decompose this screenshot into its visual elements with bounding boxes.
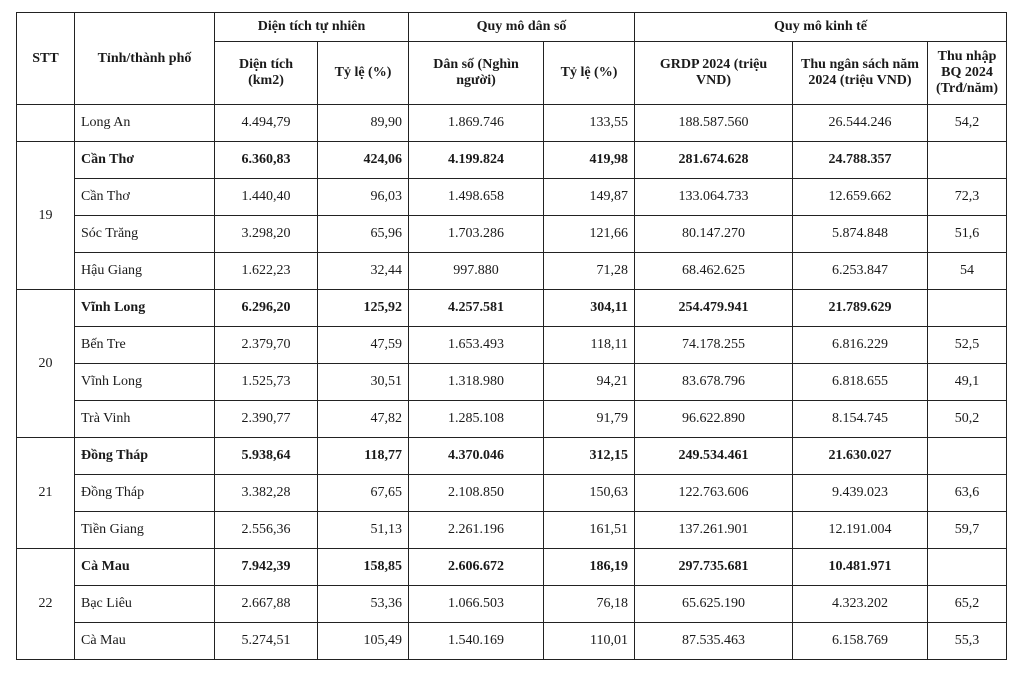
cell-area-ratio: 47,82 <box>318 401 409 438</box>
cell-area-ratio: 53,36 <box>318 586 409 623</box>
cell-population: 1.869.746 <box>409 105 544 142</box>
cell-grdp: 96.622.890 <box>635 401 793 438</box>
table-row <box>17 623 1007 660</box>
cell-grdp: 281.674.628 <box>635 142 793 179</box>
cell-province: Hậu Giang <box>75 253 215 290</box>
cell-area: 1.622,23 <box>215 253 318 290</box>
table-row <box>17 586 1007 623</box>
cell-province: Bến Tre <box>75 327 215 364</box>
cell-area-ratio: 96,03 <box>318 179 409 216</box>
cell-area-ratio: 89,90 <box>318 105 409 142</box>
cell-population: 2.261.196 <box>409 512 544 549</box>
cell-population-ratio: 94,21 <box>544 364 635 401</box>
header-income: Thu nhập BQ 2024 (Trđ/năm) <box>928 42 1007 105</box>
cell-stt: 19 <box>17 142 75 290</box>
cell-area: 5.274,51 <box>215 623 318 660</box>
table-row <box>17 179 1007 216</box>
cell-population: 997.880 <box>409 253 544 290</box>
cell-population-ratio: 121,66 <box>544 216 635 253</box>
cell-province: Trà Vinh <box>75 401 215 438</box>
cell-population-ratio: 133,55 <box>544 105 635 142</box>
cell-province: Cần Thơ <box>75 179 215 216</box>
cell-grdp: 297.735.681 <box>635 549 793 586</box>
cell-budget: 6.253.847 <box>793 253 928 290</box>
cell-population-ratio: 118,11 <box>544 327 635 364</box>
cell-population-ratio: 186,19 <box>544 549 635 586</box>
header-population-group: Quy mô dân số <box>409 13 635 42</box>
cell-stt <box>17 105 75 142</box>
table-row <box>17 253 1007 290</box>
cell-income: 72,3 <box>928 179 1007 216</box>
cell-budget: 21.789.629 <box>793 290 928 327</box>
cell-population: 1.540.169 <box>409 623 544 660</box>
cell-grdp: 122.763.606 <box>635 475 793 512</box>
cell-area-ratio: 105,49 <box>318 623 409 660</box>
cell-province: Cà Mau <box>75 623 215 660</box>
cell-budget: 26.544.246 <box>793 105 928 142</box>
header-area-group: Diện tích tự nhiên <box>215 13 409 42</box>
cell-population-ratio: 91,79 <box>544 401 635 438</box>
table-row <box>17 142 1007 179</box>
province-statistics-table <box>16 12 1007 660</box>
cell-population: 2.606.672 <box>409 549 544 586</box>
table-row <box>17 549 1007 586</box>
cell-population-ratio: 150,63 <box>544 475 635 512</box>
cell-population-ratio: 419,98 <box>544 142 635 179</box>
cell-area: 2.667,88 <box>215 586 318 623</box>
cell-budget: 12.191.004 <box>793 512 928 549</box>
cell-income: 54 <box>928 253 1007 290</box>
cell-population-ratio: 110,01 <box>544 623 635 660</box>
cell-population: 2.108.850 <box>409 475 544 512</box>
cell-income <box>928 290 1007 327</box>
table-row <box>17 290 1007 327</box>
cell-area: 4.494,79 <box>215 105 318 142</box>
table-row <box>17 364 1007 401</box>
cell-grdp: 65.625.190 <box>635 586 793 623</box>
table-body <box>17 105 1007 660</box>
cell-grdp: 74.178.255 <box>635 327 793 364</box>
cell-income: 54,2 <box>928 105 1007 142</box>
header-grdp: GRDP 2024 (triệu VND) <box>635 42 793 105</box>
cell-population-ratio: 76,18 <box>544 586 635 623</box>
header-economy-group: Quy mô kinh tế <box>635 13 1007 42</box>
cell-population: 4.199.824 <box>409 142 544 179</box>
header-stt: STT <box>17 13 75 105</box>
header-area-ratio: Tỷ lệ (%) <box>318 42 409 105</box>
cell-grdp: 68.462.625 <box>635 253 793 290</box>
cell-area: 1.525,73 <box>215 364 318 401</box>
cell-stt: 22 <box>17 549 75 660</box>
cell-income <box>928 438 1007 475</box>
cell-population: 1.066.503 <box>409 586 544 623</box>
cell-population-ratio: 161,51 <box>544 512 635 549</box>
cell-area: 1.440,40 <box>215 179 318 216</box>
table-row <box>17 105 1007 142</box>
cell-budget: 6.816.229 <box>793 327 928 364</box>
cell-area-ratio: 67,65 <box>318 475 409 512</box>
cell-province: Bạc Liêu <box>75 586 215 623</box>
cell-province: Vĩnh Long <box>75 290 215 327</box>
cell-budget: 10.481.971 <box>793 549 928 586</box>
header-area: Diện tích (km2) <box>215 42 318 105</box>
cell-income <box>928 549 1007 586</box>
cell-area-ratio: 51,13 <box>318 512 409 549</box>
cell-grdp: 249.534.461 <box>635 438 793 475</box>
cell-area: 3.382,28 <box>215 475 318 512</box>
cell-area: 3.298,20 <box>215 216 318 253</box>
cell-area-ratio: 30,51 <box>318 364 409 401</box>
cell-grdp: 80.147.270 <box>635 216 793 253</box>
cell-province: Tiền Giang <box>75 512 215 549</box>
cell-income: 52,5 <box>928 327 1007 364</box>
cell-population: 1.653.493 <box>409 327 544 364</box>
cell-area-ratio: 47,59 <box>318 327 409 364</box>
cell-population: 1.703.286 <box>409 216 544 253</box>
cell-grdp: 188.587.560 <box>635 105 793 142</box>
cell-province: Đồng Tháp <box>75 475 215 512</box>
cell-province: Cần Thơ <box>75 142 215 179</box>
cell-area-ratio: 32,44 <box>318 253 409 290</box>
cell-budget: 8.154.745 <box>793 401 928 438</box>
cell-population: 1.498.658 <box>409 179 544 216</box>
cell-budget: 6.818.655 <box>793 364 928 401</box>
cell-area: 2.556,36 <box>215 512 318 549</box>
cell-population-ratio: 304,11 <box>544 290 635 327</box>
cell-province: Cà Mau <box>75 549 215 586</box>
cell-budget: 21.630.027 <box>793 438 928 475</box>
cell-budget: 4.323.202 <box>793 586 928 623</box>
cell-area: 7.942,39 <box>215 549 318 586</box>
cell-budget: 9.439.023 <box>793 475 928 512</box>
cell-budget: 24.788.357 <box>793 142 928 179</box>
table-row <box>17 216 1007 253</box>
cell-population: 4.370.046 <box>409 438 544 475</box>
table-row <box>17 475 1007 512</box>
cell-income: 65,2 <box>928 586 1007 623</box>
cell-income: 63,6 <box>928 475 1007 512</box>
header-budget: Thu ngân sách năm 2024 (triệu VND) <box>793 42 928 105</box>
cell-area: 6.360,83 <box>215 142 318 179</box>
cell-area: 2.379,70 <box>215 327 318 364</box>
table-row <box>17 401 1007 438</box>
cell-area-ratio: 118,77 <box>318 438 409 475</box>
table-header <box>17 13 1007 105</box>
cell-population: 1.285.108 <box>409 401 544 438</box>
table-row <box>17 327 1007 364</box>
header-population-ratio: Tỷ lệ (%) <box>544 42 635 105</box>
cell-province: Sóc Trăng <box>75 216 215 253</box>
cell-income <box>928 142 1007 179</box>
table-row <box>17 438 1007 475</box>
cell-stt: 21 <box>17 438 75 549</box>
cell-area: 5.938,64 <box>215 438 318 475</box>
header-province: Tỉnh/thành phố <box>75 13 215 105</box>
cell-population-ratio: 149,87 <box>544 179 635 216</box>
cell-income: 50,2 <box>928 401 1007 438</box>
cell-grdp: 133.064.733 <box>635 179 793 216</box>
cell-province: Long An <box>75 105 215 142</box>
cell-area-ratio: 125,92 <box>318 290 409 327</box>
cell-grdp: 83.678.796 <box>635 364 793 401</box>
cell-budget: 12.659.662 <box>793 179 928 216</box>
cell-area-ratio: 424,06 <box>318 142 409 179</box>
header-population: Dân số (Nghìn người) <box>409 42 544 105</box>
cell-income: 55,3 <box>928 623 1007 660</box>
cell-budget: 5.874.848 <box>793 216 928 253</box>
cell-income: 49,1 <box>928 364 1007 401</box>
cell-province: Đồng Tháp <box>75 438 215 475</box>
cell-population-ratio: 71,28 <box>544 253 635 290</box>
cell-area-ratio: 65,96 <box>318 216 409 253</box>
cell-province: Vĩnh Long <box>75 364 215 401</box>
cell-income: 59,7 <box>928 512 1007 549</box>
cell-budget: 6.158.769 <box>793 623 928 660</box>
cell-population: 4.257.581 <box>409 290 544 327</box>
cell-area-ratio: 158,85 <box>318 549 409 586</box>
cell-area: 2.390,77 <box>215 401 318 438</box>
cell-stt: 20 <box>17 290 75 438</box>
cell-population-ratio: 312,15 <box>544 438 635 475</box>
cell-grdp: 137.261.901 <box>635 512 793 549</box>
cell-grdp: 254.479.941 <box>635 290 793 327</box>
cell-income: 51,6 <box>928 216 1007 253</box>
cell-area: 6.296,20 <box>215 290 318 327</box>
table-row <box>17 512 1007 549</box>
cell-population: 1.318.980 <box>409 364 544 401</box>
cell-grdp: 87.535.463 <box>635 623 793 660</box>
